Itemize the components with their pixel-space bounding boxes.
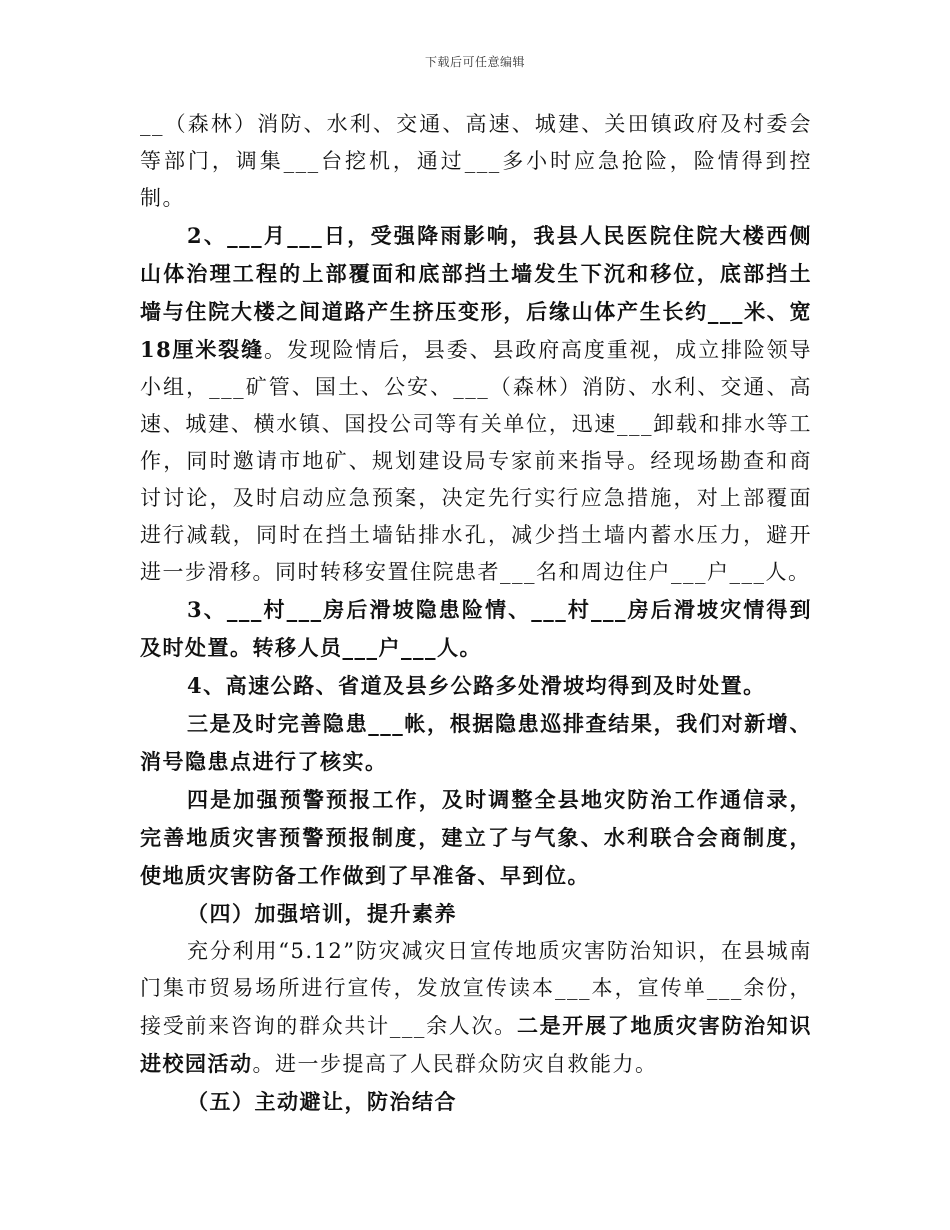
paragraph-point-three [140, 705, 812, 781]
page-header: 下载后可任意编辑 [424, 55, 525, 69]
paragraph-bold-text: 3、___村___房后滑坡隐患险情、___村___房后滑坡灾情得到及时处置。转移人员___户___人。 [140, 597, 812, 660]
paragraph-continuation [140, 106, 812, 217]
paragraph-bold-text: 四是加强预警预报工作，及时调整全县地灾防治工作通信录，完善地质灾害预警预报制度，建立了与气象、水利联合会商制度，使地质灾害防备工作做到了早准备、早到位。 [140, 787, 812, 888]
paragraph-item-4 [140, 667, 812, 705]
paragraph-point-four [140, 781, 812, 895]
paragraph-item-3 [140, 591, 812, 667]
section-heading-text: （四）加强培训，提升素养 [187, 901, 457, 926]
paragraph-bold-text: 二是开展了地质灾害防治知识进校园活动 [140, 1013, 813, 1076]
paragraph-bold-text: 4、高速公路、省道及县乡公路多处滑坡均得到及时处置。 [187, 673, 766, 698]
paragraph-bold-text: 2、___月___日，受强降雨影响，我县人民医院住院大楼西侧山体治理工程的上部覆面和底部挡土墙发生下沉和移位，底部挡土墙与住院大楼之间道路产生挤压变形，后缘山体产生长约___米、宽18厘米裂缝 [140, 223, 812, 362]
section-heading-five [140, 1083, 812, 1121]
paragraph-text: 充分利用“5.12”防灾减灾日宣传地质灾害防治知识，在县城南门集市贸易场所进行宣传，发放宣传读本___本，宣传单___余份，接受前来咨询的群众共计___余人次。 [140, 939, 812, 1038]
paragraph-item-2 [140, 217, 812, 591]
paragraph-text: __（森林）消防、水利、交通、高速、城建、关田镇政府及村委会等部门，调集___台挖机，通过___多小时应急抢险，险情得到控制。 [140, 112, 812, 210]
paragraph-training [140, 933, 812, 1083]
paragraph-text: 。进一步提高了人民群众防灾自救能力。 [252, 1052, 658, 1076]
paragraph-text: 。发现险情后，县委、县政府高度重视，成立排险领导小组，___矿管、国土、公安、___（森林）消防、水利、交通、高速、城建、横水镇、国投公司等有关单位，迅速___卸载和排水等工作，同时邀请市地矿、规划建设局专家前来指导。经现场勘查和商讨讨论，及时启动应急预案，决定先行实行应急措施，对上部覆面进行减载，同时在挡土墙钻排水孔，减少挡土墙内蓄水压力，避开进一步滑移。同时转移安置住院患者___名和周边住户___户___人。 [140, 338, 812, 584]
section-heading-text: （五）主动避让，防治结合 [187, 1089, 457, 1114]
paragraph-bold-text: 三是及时完善隐患___帐，根据隐患巡排查结果，我们对新增、消号隐患点进行了核实。 [140, 711, 812, 774]
section-heading-four [140, 895, 812, 933]
document-body [140, 106, 812, 1121]
